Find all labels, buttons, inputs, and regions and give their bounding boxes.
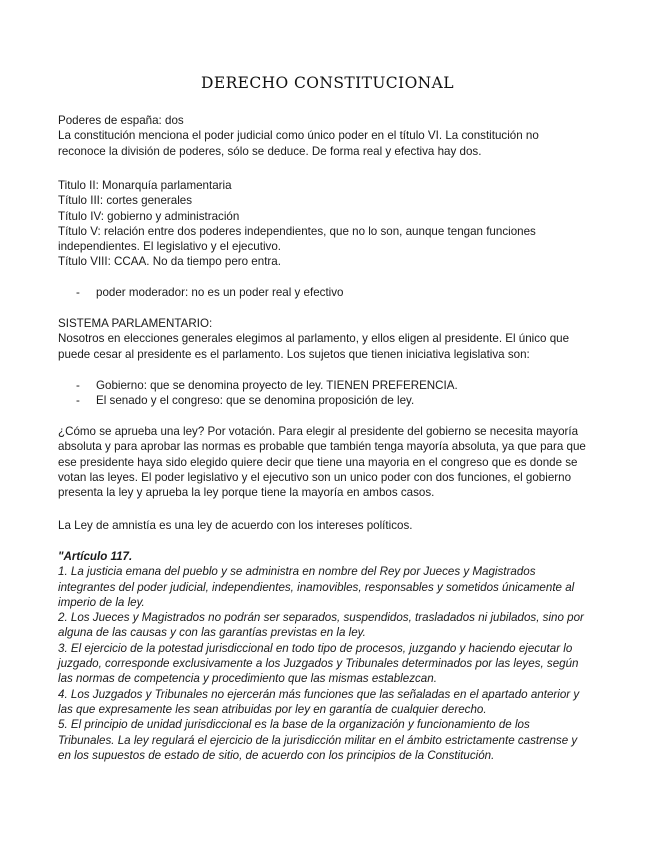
amnistia-paragraph xyxy=(58,518,598,533)
articulo-line: las que expresamente les sean atribuidas por ley en garantía de cualquier derecho. xyxy=(58,702,487,716)
dash-marker: - xyxy=(76,394,80,408)
articulo-line: en los supuestos de estado de sitio, de acuerdo con los principios de la Constitución. xyxy=(58,748,495,762)
articulo-line: alguna de las causas y con las garantías previstas en la ley. xyxy=(58,626,366,640)
list-item xyxy=(58,378,598,393)
votacion-line: votan las leyes. El poder legislativo y el ejecutivo son un unico poder con dos funciones, el gobierno xyxy=(58,470,572,484)
intro-paragraph xyxy=(58,113,598,159)
articulo-line: imperio de la ley. xyxy=(58,595,145,609)
intro-line: reconoce la división de poderes, sólo se deduce. De forma real y efectiva hay dos. xyxy=(58,144,482,158)
articulo-line: 1. La justicia emana del pueblo y se administra en nombre del Rey por Jueces y Magistrados xyxy=(58,565,536,579)
votacion-paragraph xyxy=(58,424,598,500)
titulos-list xyxy=(58,178,598,270)
sistema-line: puede cesar al presidente es el parlamento. Los sujetos que tienen iniciativa legislativa son: xyxy=(58,347,530,361)
bullet-list-iniciativa xyxy=(58,378,598,409)
articulo-117-quote xyxy=(58,549,598,763)
votacion-line: absoluta y para aprobar las normas es probable que también tenga mayoría absoluta, ya que para que xyxy=(58,440,586,454)
votacion-line: ese presidente haya sido elegido quiere decir que tiene una mayoria en el congreso que es donde se xyxy=(58,455,578,469)
amnistia-line: La Ley de amnistía es una ley de acuerdo con los intereses políticos. xyxy=(58,519,413,532)
dash-marker: - xyxy=(76,286,80,299)
list-item-text: Gobierno: que se denomina proyecto de ley. TIENEN PREFERENCIA. xyxy=(96,379,458,392)
articulo-line: juzgado, corresponde exclusivamente a los Juzgados y Tribunales determinados por las leyes, según xyxy=(58,657,579,671)
articulo-line: integrantes del poder judicial, independientes, inamovibles, responsables y sometidos únicamente al xyxy=(58,580,575,594)
articulo-line: 5. El principio de unidad jurisdiccional es la base de la organización y funcionamiento de los xyxy=(58,718,530,732)
page-title: DERECHO CONSTITUCIONAL xyxy=(201,74,454,92)
list-item-text: El senado y el congreso: que se denomina proposición de ley. xyxy=(96,394,415,408)
titulo-line: Título III: cortes generales xyxy=(58,194,193,208)
votacion-line: ¿Cómo se aprueba una ley? Por votación. Para elegir al presidente del gobierno se necesita mayoría xyxy=(58,425,579,438)
articulo-line: 2. Los Jueces y Magistrados no podrán ser separados, suspendidos, trasladados ni jubilados, sino por xyxy=(58,611,584,625)
articulo-line: 3. El ejercicio de la potestad jurisdiccional en todo tipo de procesos, juzgando y haciendo ejecutar lo xyxy=(58,641,573,655)
articulo-line: 4. Los Juzgados y Tribunales no ejercerán más funciones que las señaladas en el apartado anterior y xyxy=(58,687,580,701)
titulo-line: independientes. El legislativo y el ejecutivo. xyxy=(58,240,281,254)
titulo-line: Titulo II: Monarquía parlamentaria xyxy=(58,179,232,192)
sistema-line: SISTEMA PARLAMENTARIO: xyxy=(58,317,213,330)
titulo-line: Título V: relación entre dos poderes independientes, que no lo son, aunque tengan funciones xyxy=(58,224,536,238)
articulo-heading: "Artículo 117. xyxy=(58,550,133,563)
list-item xyxy=(58,393,598,408)
list-item xyxy=(58,285,598,300)
list-item-text: poder moderador: no es un poder real y efectivo xyxy=(96,286,344,299)
articulo-line: las normas de competencia y procedimiento que las mismas establezcan. xyxy=(58,672,437,686)
articulo-line: Tribunales. La ley regulará el ejercicio de la jurisdicción militar en el ámbito estrictamente castrense y xyxy=(58,733,578,747)
votacion-line: presenta la ley y aprueba la ley porque tiene la mayoría en ambos casos. xyxy=(58,486,435,500)
sistema-line: Nosotros en elecciones generales elegimos al parlamento, y ellos eligen al presidente. El único que xyxy=(58,332,570,346)
intro-line: La constitución menciona el poder judicial como único poder en el título VI. La constitución no xyxy=(58,129,539,143)
titulo-line: Título IV: gobierno y administración xyxy=(58,209,240,223)
bullet-list-moderador xyxy=(58,285,598,300)
dash-marker: - xyxy=(76,379,80,392)
sistema-paragraph xyxy=(58,316,598,362)
titulo-line: Título VIII: CCAA. No da tiempo pero entra. xyxy=(58,255,281,269)
intro-line: Poderes de españa: dos xyxy=(58,114,184,127)
